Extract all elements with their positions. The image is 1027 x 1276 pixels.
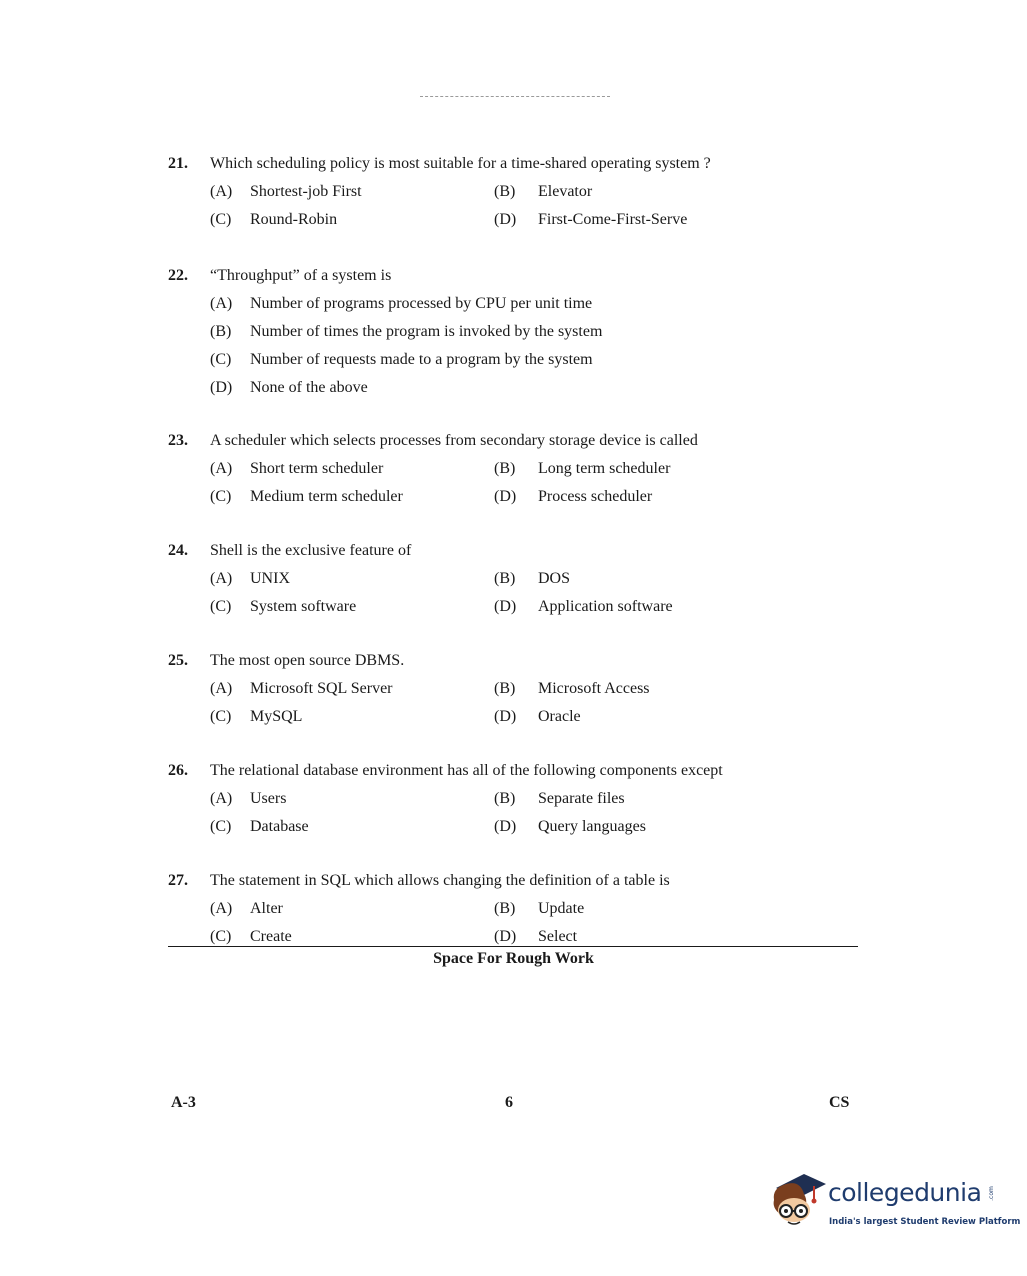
option-letter: (C) bbox=[210, 211, 232, 228]
option-text: Microsoft Access bbox=[538, 680, 650, 697]
option-text: Database bbox=[250, 818, 309, 835]
question-26 bbox=[168, 757, 788, 841]
question-text: Shell is the exclusive feature of bbox=[210, 542, 412, 559]
question-text: A scheduler which selects processes from secondary storage device is called bbox=[210, 432, 698, 449]
option-letter: (A) bbox=[210, 570, 233, 587]
option-letter: (D) bbox=[494, 928, 517, 945]
option-letter: (D) bbox=[210, 379, 233, 396]
rough-work-label: Space For Rough Work bbox=[433, 950, 594, 967]
question-number: 22. bbox=[168, 267, 188, 284]
footer-subject-code: CS bbox=[829, 1094, 850, 1111]
option-letter: (D) bbox=[494, 211, 517, 228]
collegedunia-logo[interactable] bbox=[770, 1170, 1021, 1240]
option-letter: (C) bbox=[210, 818, 232, 835]
question-text: Which scheduling policy is most suitable for a time-shared operating system ? bbox=[210, 155, 711, 172]
option-letter: (B) bbox=[494, 900, 516, 917]
footer-booklet-code: A-3 bbox=[171, 1094, 196, 1111]
option-letter: (D) bbox=[494, 708, 517, 725]
option-text: MySQL bbox=[250, 708, 303, 725]
question-27 bbox=[168, 867, 788, 951]
option-text: Round-Robin bbox=[250, 211, 338, 228]
option-letter: (C) bbox=[210, 488, 232, 505]
option-text: Number of requests made to a program by the system bbox=[250, 351, 593, 368]
option-letter: (B) bbox=[494, 460, 516, 477]
option-text: Users bbox=[250, 790, 287, 807]
question-21 bbox=[168, 150, 788, 234]
option-text: Elevator bbox=[538, 183, 593, 200]
option-letter: (C) bbox=[210, 928, 232, 945]
logo-suffix: .com bbox=[987, 1186, 995, 1201]
option-letter: (D) bbox=[494, 488, 517, 505]
option-letter: (B) bbox=[210, 323, 232, 340]
option-letter: (C) bbox=[210, 351, 232, 368]
option-text: None of the above bbox=[250, 379, 368, 396]
option-letter: (C) bbox=[210, 708, 232, 725]
option-text: Number of programs processed by CPU per unit time bbox=[250, 295, 593, 312]
logo-tagline: India's largest Student Review Platform bbox=[829, 1217, 1021, 1227]
divider-rule bbox=[168, 946, 858, 947]
question-number: 23. bbox=[168, 432, 188, 449]
question-text: The most open source DBMS. bbox=[210, 652, 405, 669]
footer-page-number: 6 bbox=[505, 1094, 513, 1111]
option-letter: (A) bbox=[210, 460, 233, 477]
option-letter: (D) bbox=[494, 598, 517, 615]
option-text: Process scheduler bbox=[538, 488, 653, 505]
option-letter: (D) bbox=[494, 818, 517, 835]
option-text: Query languages bbox=[538, 818, 646, 835]
option-letter: (A) bbox=[210, 183, 233, 200]
option-text: Alter bbox=[250, 900, 283, 917]
option-letter: (B) bbox=[494, 183, 516, 200]
option-text: Oracle bbox=[538, 708, 581, 725]
question-number: 25. bbox=[168, 652, 188, 669]
question-text: “Throughput” of a system is bbox=[210, 267, 392, 284]
question-23 bbox=[168, 427, 788, 511]
option-text: Short term scheduler bbox=[250, 460, 384, 477]
question-24 bbox=[168, 537, 788, 621]
question-text: The relational database environment has all of the following components except bbox=[210, 762, 723, 779]
option-letter: (A) bbox=[210, 900, 233, 917]
option-text: Create bbox=[250, 928, 292, 945]
logo-wordmark: collegedunia bbox=[828, 1178, 982, 1207]
option-text: UNIX bbox=[250, 570, 290, 587]
question-number: 21. bbox=[168, 155, 188, 172]
question-22 bbox=[168, 262, 788, 402]
option-text: Medium term scheduler bbox=[250, 488, 403, 505]
option-text: Number of times the program is invoked by the system bbox=[250, 323, 603, 340]
option-text: Separate files bbox=[538, 790, 625, 807]
option-text: Long term scheduler bbox=[538, 460, 671, 477]
option-text: Shortest-job First bbox=[250, 183, 362, 200]
option-letter: (A) bbox=[210, 295, 233, 312]
option-text: Select bbox=[538, 928, 578, 945]
option-text: Application software bbox=[538, 598, 673, 615]
question-25 bbox=[168, 647, 788, 731]
option-text: First-Come-First-Serve bbox=[538, 211, 688, 228]
option-text: Microsoft SQL Server bbox=[250, 680, 393, 697]
option-letter: (C) bbox=[210, 598, 232, 615]
option-text: System software bbox=[250, 598, 357, 615]
option-letter: (A) bbox=[210, 680, 233, 697]
option-letter: (B) bbox=[494, 790, 516, 807]
question-text: The statement in SQL which allows changing the definition of a table is bbox=[210, 872, 670, 889]
question-number: 24. bbox=[168, 542, 188, 559]
header-scan-mark bbox=[420, 96, 610, 99]
mascot-icon bbox=[770, 1170, 826, 1234]
option-text: Update bbox=[538, 900, 585, 917]
question-number: 26. bbox=[168, 762, 188, 779]
option-text: DOS bbox=[538, 570, 571, 587]
question-number: 27. bbox=[168, 872, 188, 889]
option-letter: (B) bbox=[494, 680, 516, 697]
option-letter: (B) bbox=[494, 570, 516, 587]
option-letter: (A) bbox=[210, 790, 233, 807]
